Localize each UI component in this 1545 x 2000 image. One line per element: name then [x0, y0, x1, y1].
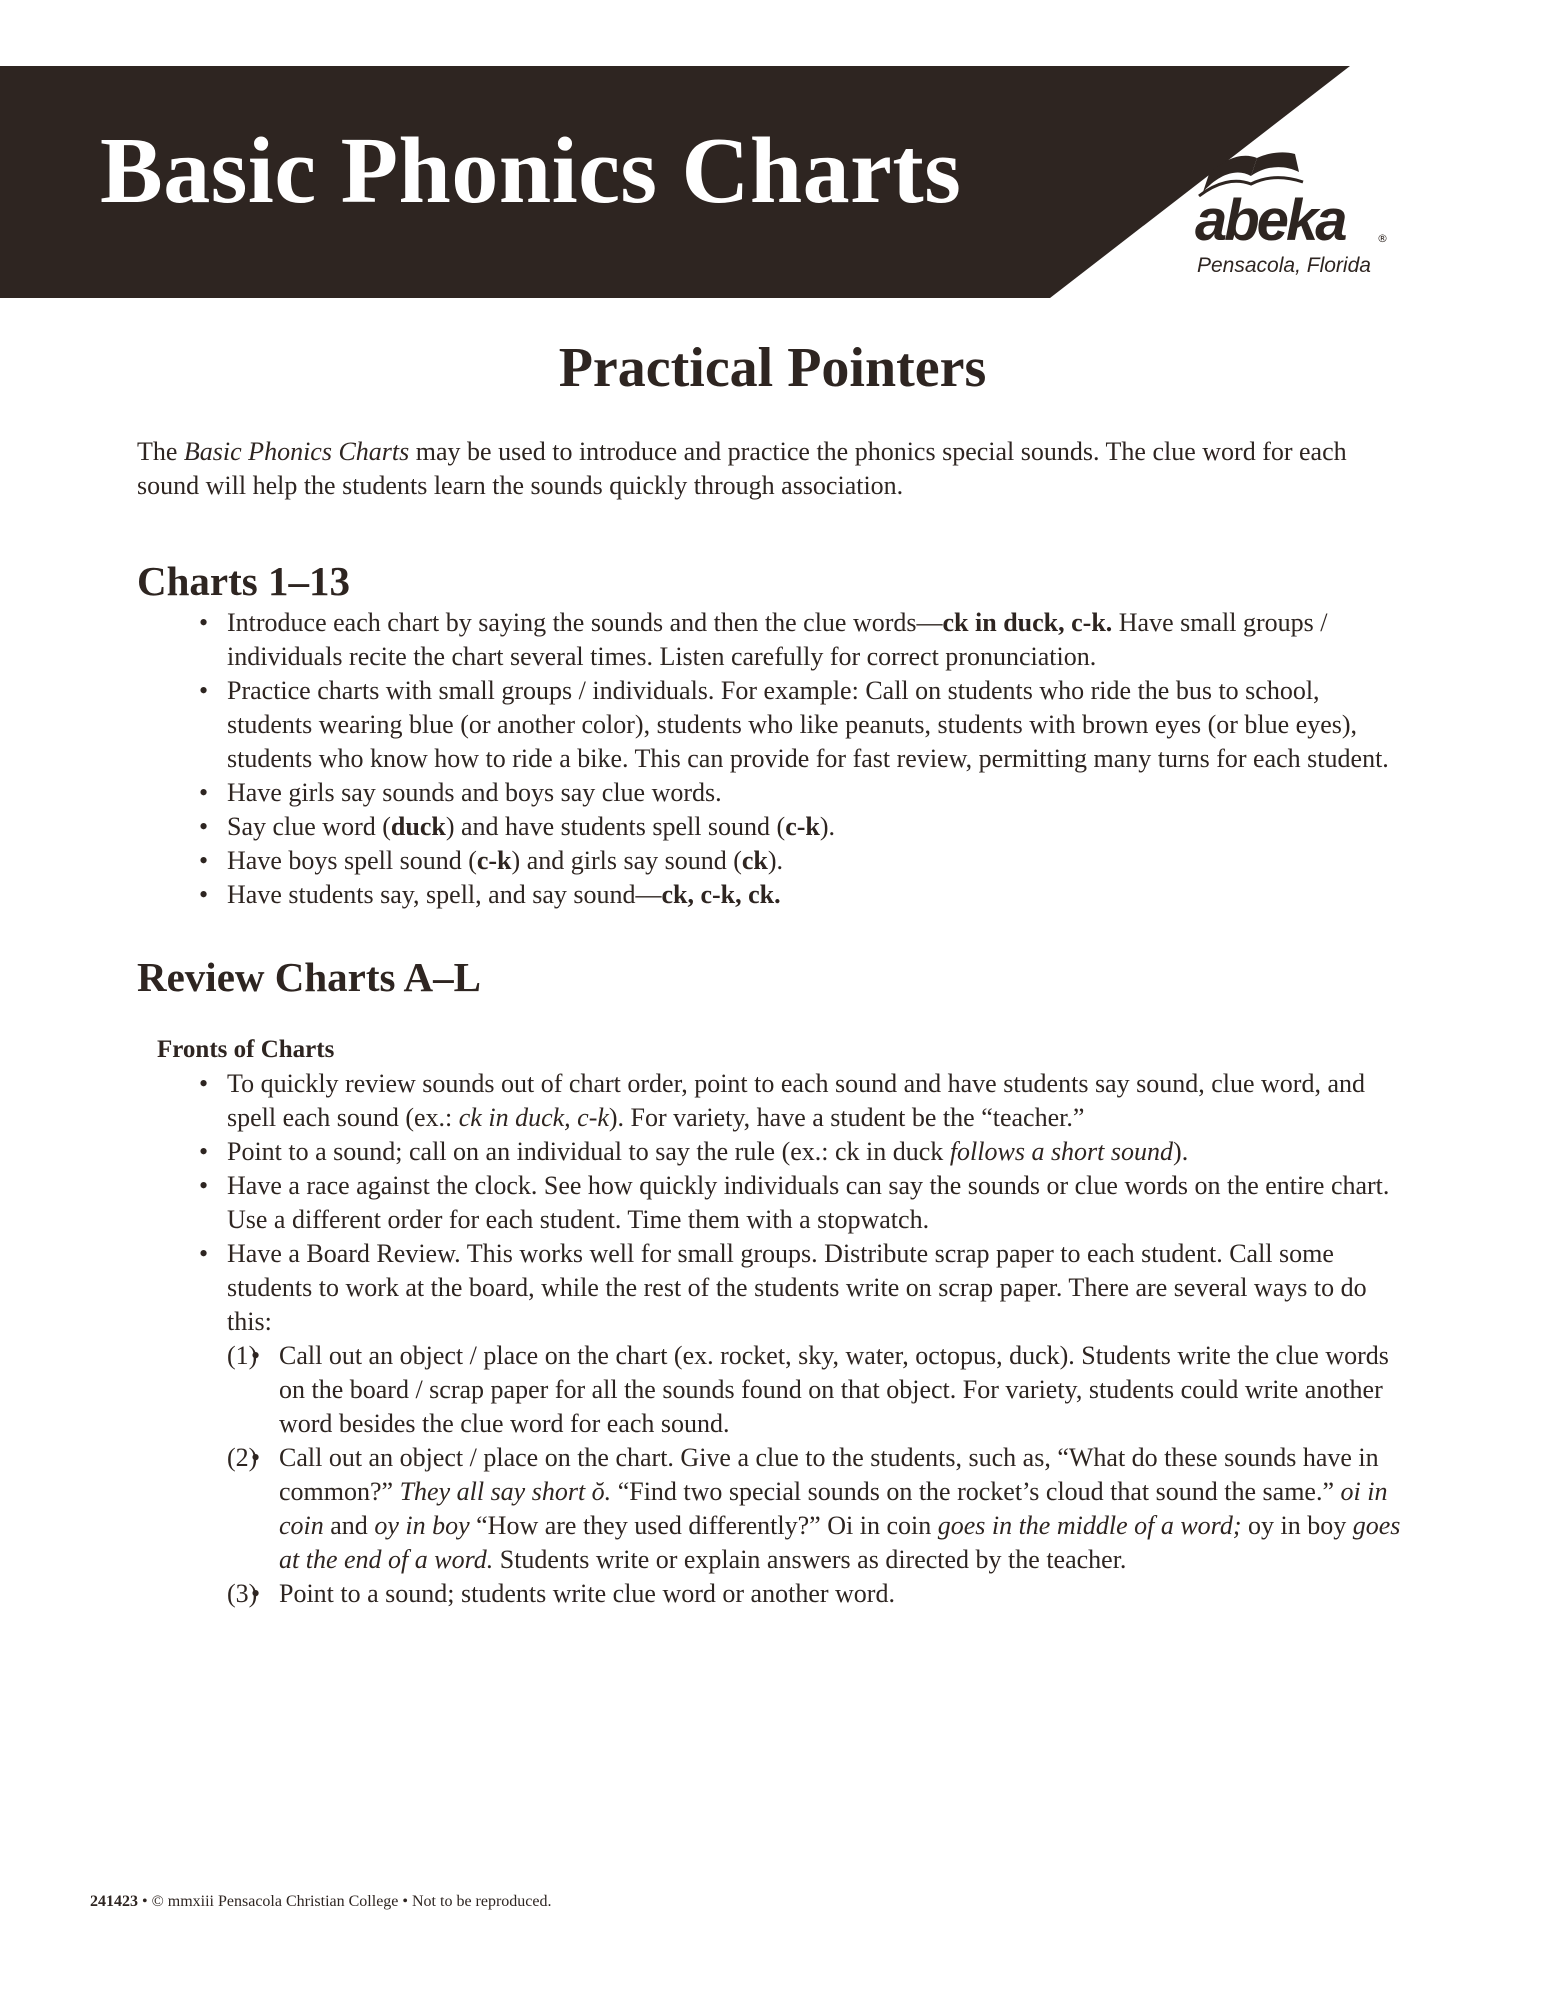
bullet-text: Have small groups / individuals recite the chart several times. Listen carefully for correct pronunciation. [227, 608, 1328, 671]
item-text: Call out an object / place on the chart. Give a clue to the students, such as, “What do these sounds have in common?” [279, 1443, 1379, 1506]
logo-location: Pensacola, Florida [1197, 254, 1371, 277]
bullet-text: Have a race against the clock. See how quickly individuals can say the sounds or clue words on the entire chart. Use a different order for each student. Time them with a stopwatch. [227, 1171, 1390, 1234]
item-text: Students write or explain answers as directed by the teacher. [493, 1545, 1127, 1574]
bullet-text: ) and have students spell sound ( [445, 812, 786, 841]
bullet-italic: ck in duck, c-k [458, 1103, 609, 1132]
bullet-text: Say clue word ( [227, 812, 391, 841]
item-number: • (2) [227, 1443, 258, 1472]
intro-italic-title: Basic Phonics Charts [183, 437, 410, 466]
list-item [227, 878, 1405, 912]
item-italic: oi in coin [279, 1477, 1388, 1540]
item-italic: goes in the middle of a word; [937, 1511, 1242, 1540]
bullet-text: Have girls say sounds and boys say clue words. [227, 778, 722, 807]
item-text: “How are they used differently?” Oi in coin [469, 1511, 938, 1540]
bullet-bold: c-k [785, 812, 820, 841]
bullet-text: Have students say, spell, and say sound— [227, 880, 662, 909]
bullet-bold: c-k [476, 846, 512, 875]
ways-list [227, 1339, 1405, 1611]
bullet-italic: follows a short sound [949, 1137, 1174, 1166]
intro-text: The [137, 437, 184, 466]
list-item [227, 844, 1405, 878]
list-item [227, 1135, 1405, 1169]
item-number: • (1) [227, 1341, 258, 1370]
numbered-item [227, 1577, 1405, 1611]
list-item [227, 810, 1405, 844]
bullet-text: ). [1173, 1137, 1189, 1166]
bullet-text: Have a Board Review. This works well for small groups. Distribute scrap paper to each student. Call some students to work at the board, while the rest of the students write on scrap paper. There are several ways to do this: [227, 1239, 1367, 1336]
bullet-bold: ck [741, 846, 768, 875]
intro-text: may be used to introduce and practice the phonics special sounds. The clue word for each sound will help the students learn the sounds quickly through association. [137, 437, 1347, 500]
item-number: • (3) [227, 1579, 258, 1608]
list-item [227, 674, 1405, 776]
main-content [137, 435, 1405, 1611]
list-item [227, 606, 1405, 674]
bullet-text: To quickly review sounds out of chart order, point to each sound and have students say sound, clue word, and spell each sound (ex.: [227, 1069, 1365, 1132]
bullet-text: ). [819, 812, 836, 841]
abeka-logo [1195, 152, 1410, 282]
bullet-text: Have boys spell sound ( [227, 846, 477, 875]
item-italic: They all say short ŏ. [399, 1477, 612, 1506]
footer-code: 241423 [90, 1893, 138, 1910]
bullet-text: Introduce each chart by saying the sounds and then the clue words— [227, 608, 943, 637]
document-title: Basic Phonics Charts [100, 119, 962, 223]
bullet-bold: duck [390, 812, 446, 841]
bullet-text: ). For variety, have a student be the “teacher.” [608, 1103, 1085, 1132]
list-item [227, 1169, 1405, 1237]
item-italic: oy in boy [374, 1511, 470, 1540]
bullet-text: Point to a sound; call on an individual to say the rule (ex.: ck in duck [227, 1137, 950, 1166]
header-banner [0, 66, 1545, 298]
bullet-text: Practice charts with small groups / individuals. For example: Call on students who ride the bus to school, students wearing blue (or another color), students who like peanuts, students with brown eyes (or blue eyes), students who know how to ride a bike. This can provide for fast review, permitting many turns for each student. [227, 676, 1389, 773]
fronts-subheading: Fronts of Charts [157, 1036, 335, 1063]
numbered-item [227, 1441, 1405, 1577]
logo-wordmark: abeka [1195, 188, 1345, 253]
item-italic: goes at the end of a word. [279, 1511, 1401, 1574]
intro-paragraph [137, 435, 1405, 503]
review-heading: Review Charts A–L [137, 954, 481, 1000]
bullet-bold: ck, c-k, ck. [661, 880, 781, 909]
section-title: Practical Pointers [558, 337, 987, 399]
review-bullet-list [137, 1067, 1405, 1611]
bullet-bold: ck in duck, c-k. [942, 608, 1113, 637]
item-text: “Find two special sounds on the rocket’s cloud that sound the same.” [611, 1477, 1341, 1506]
list-item [227, 1067, 1405, 1135]
bullet-text: ) and girls say sound ( [511, 846, 742, 875]
item-text: oy in boy [1241, 1511, 1353, 1540]
footer-text: • © mmxiii Pensacola Christian College • Not to be reproduced. [138, 1893, 552, 1910]
bullet-text: ). [767, 846, 784, 875]
numbered-item [227, 1339, 1405, 1441]
footer [90, 1894, 552, 1910]
charts-bullet-list [137, 606, 1405, 912]
list-item [227, 1237, 1405, 1611]
item-text: Point to a sound; students write clue word or another word. [279, 1579, 895, 1608]
registered-mark: ® [1377, 232, 1388, 245]
item-text: Call out an object / place on the chart (ex. rocket, sky, water, octopus, duck). Students write the clue words on the board / scrap paper for all the sounds found on that object. For variety, students could write another word besides the clue word for each sound. [279, 1341, 1389, 1438]
item-text: and [323, 1511, 375, 1540]
charts-heading: Charts 1–13 [137, 558, 350, 604]
list-item [227, 776, 1405, 810]
